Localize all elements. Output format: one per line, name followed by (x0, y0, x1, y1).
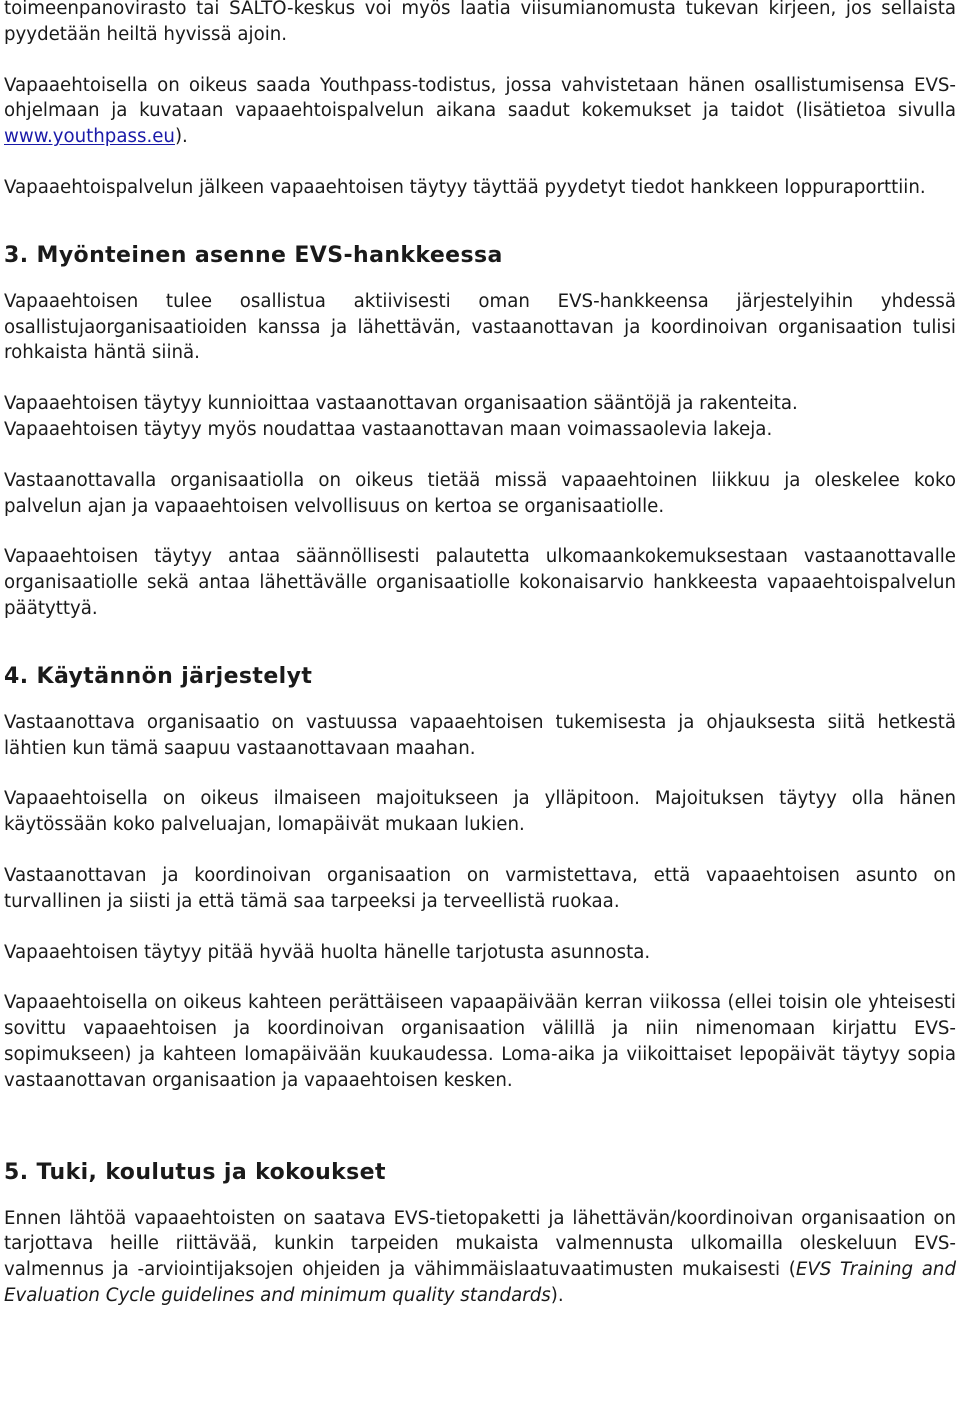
spacer (4, 271, 956, 289)
spacer (4, 519, 956, 544)
spacer (4, 366, 956, 391)
section-heading-5: 5. Tuki, koulutus ja kokoukset (4, 1159, 386, 1185)
paragraph-3-2-line-2: Vapaaehtoisen täytyy myös noudattaa vastaanottavan maan voimassaolevia lakeja. (4, 418, 773, 440)
guidelines-title: EVS Training and Evaluation Cycle guidelines and minimum quality standards (4, 1259, 956, 1306)
youthpass-text-end: ). (174, 126, 188, 148)
paragraph-4-5: Vapaaehtoisella on oikeus kahteen perättäiseen vapaapäivään kerran viikossa (ellei toisin ole yhteisesti sovittu vapaaehtoisen ja koordinoivan organisaation välillä ja niin nimenomaan kirjattu EVS-sopimukseen) ja kahteen lomapäivään kuukaudessa. Loma-aika ja viikoittaiset lepopäivät täytyy sopia vastaanottavan organisaation ja vapaaehtoisen kesken. (4, 992, 956, 1091)
paragraph-intro: toimeenpanovirasto tai SALTO-keskus voi myös laatia viisumianomusta tukevan kirjeen, jos sellaista pyydetään heiltä hyvissä ajoin. (4, 0, 956, 45)
spacer (4, 761, 956, 786)
paragraph-final-report: Vapaaehtoispalvelun jälkeen vapaaehtoisen täytyy täyttää pyydetyt tiedot hankkeen loppuraporttiin. (4, 176, 926, 198)
paragraph-3-3: Vastaanottavalla organisaatiolla on oikeus tietää missä vapaaehtoinen liikkuu ja oleskelee koko palvelun ajan ja vapaaehtoisen velvollisuus on kertoa se organisaatiolle. (4, 469, 956, 517)
paragraph-4-3: Vastaanottavan ja koordinoivan organisaation on varmistettava, että vapaaehtoisen asunto on turvallinen ja siisti ja että tämä saa tarpeeksi ja terveellistä ruokaa. (4, 864, 956, 912)
paragraph-4-1: Vastaanottava organisaatio on vastuussa vapaaehtoisen tukemisesta ja ohjauksesta siitä hetkestä lähtien kun tämä saapuu vastaanottavaan maahan. (4, 711, 956, 759)
paragraph-3-1: Vapaaehtoisen tulee osallistua aktiivisesti oman EVS-hankkeensa järjestelyihin yhdessä osallistujaorganisaatioiden kanssa ja lähettävän, vastaanottavan ja koordinoivan organisaation tulisi rohkaista häntä siinä. (4, 290, 956, 364)
section-heading-3: 3. Myönteinen asenne EVS-hankkeessa (4, 242, 503, 268)
spacer (4, 150, 956, 175)
paragraph-5-1-end: ). (550, 1284, 564, 1306)
spacer (4, 443, 956, 468)
youthpass-link[interactable]: www.youthpass.eu (4, 126, 175, 148)
paragraph-5-1 (4, 1206, 956, 1309)
spacer (4, 1188, 956, 1206)
document-page (4, 0, 956, 1309)
spacer (4, 915, 956, 940)
paragraph-youthpass (4, 73, 956, 150)
paragraph-3-2 (4, 391, 956, 443)
paragraph-4-4: Vapaaehtoisen täytyy pitää hyvää huolta hänelle tarjotusta asunnosta. (4, 941, 651, 963)
spacer (4, 622, 956, 662)
paragraph-5-1-text: Ennen lähtöä vapaaehtoisten on saatava EVS-tietopaketti ja lähettävän/koordinoivan organisaation on tarjottava heille riittävää, kunkin tarpeiden mukaista valmennusta ulkomailla oleskeluun EVS-valmennus ja -arviointijaksojen ohjeiden ja vähimmäislaatuvaatimusten mukaisesti ( (4, 1207, 956, 1281)
spacer (4, 48, 956, 73)
paragraph-3-2-line-1: Vapaaehtoisen täytyy kunnioittaa vastaanottavan organisaation sääntöjä ja rakenteita. (4, 393, 798, 415)
paragraph-3-4: Vapaaehtoisen täytyy antaa säännöllisesti palautetta ulkomaankokemuksestaan vastaanottavalle organisaatiolle sekä antaa lähettävälle organisaatiolle kokonaisarvio hankkeesta vapaaehtoispalvelun päätyttyä. (4, 546, 956, 619)
spacer (4, 1094, 956, 1158)
spacer (4, 965, 956, 990)
spacer (4, 692, 956, 710)
spacer (4, 838, 956, 863)
section-heading-4: 4. Käytännön järjestelyt (4, 663, 313, 689)
paragraph-4-2: Vapaaehtoisella on oikeus ilmaiseen majoitukseen ja ylläpitoon. Majoituksen täytyy olla hänen käytössään koko palveluajan, lomapäivät mukaan lukien. (4, 788, 956, 836)
youthpass-text: Vapaaehtoisella on oikeus saada Youthpass-todistus, jossa vahvistetaan hänen osallistumisensa EVS-ohjelmaan ja kuvataan vapaaehtoispalvelun aikana saadut kokemukset ja taidot (lisätietoa sivulla (4, 74, 956, 122)
spacer (4, 201, 956, 241)
